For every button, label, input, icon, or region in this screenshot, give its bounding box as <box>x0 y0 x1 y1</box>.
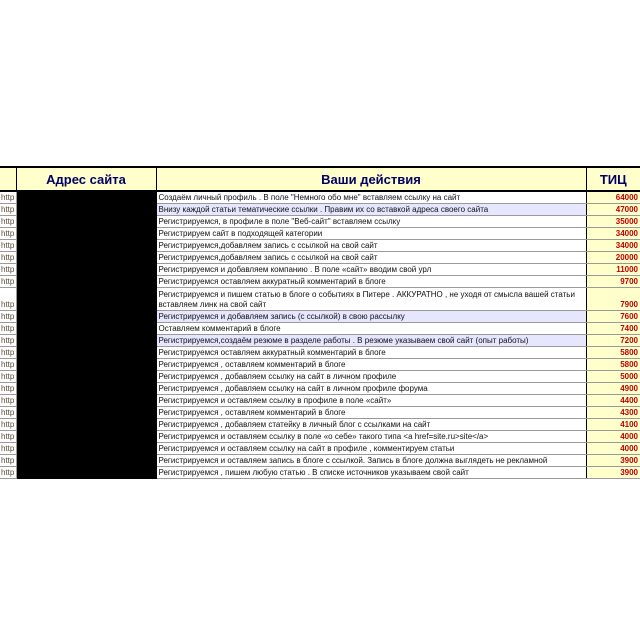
site-address-cell-redacted[interactable] <box>16 443 156 455</box>
url-cell[interactable]: http <box>1 420 15 429</box>
table-row <box>0 191 640 204</box>
tic-value-cell[interactable]: 3900 <box>586 455 640 467</box>
url-cell[interactable]: http <box>1 384 15 393</box>
action-cell[interactable]: Регистрируемся и оставляем ссылку на сайт в профиле , комментируем статьи <box>156 443 586 455</box>
action-cell[interactable]: Создаём личный профиль . В поле "Немного обо мне" вставляем ссылку на сайт <box>156 191 586 204</box>
url-cell[interactable]: http <box>1 229 15 238</box>
tic-value-cell[interactable]: 47000 <box>586 204 640 216</box>
action-cell[interactable]: Регистрируемся и добавляем компанию . В поле «сайт» вводим свой урл <box>156 264 586 276</box>
table-row <box>0 395 640 407</box>
table-row <box>0 228 640 240</box>
site-address-cell-redacted[interactable] <box>16 467 156 479</box>
table-row <box>0 467 640 479</box>
action-cell[interactable]: Регистрируемся , добавляем статейку в личный блог с ссылками на сайт <box>156 419 586 431</box>
table-row <box>0 443 640 455</box>
table-row <box>0 383 640 395</box>
action-cell[interactable]: Регистрируемся, в профиле в поле "Веб-сайт" вставляем ссылку <box>156 216 586 228</box>
tic-value-cell[interactable]: 7900 <box>586 288 640 311</box>
action-cell[interactable]: Регистрируемся,добавляем запись с ссылкой на свой сайт <box>156 252 586 264</box>
url-cell[interactable]: http <box>1 241 15 250</box>
site-address-cell-redacted[interactable] <box>16 407 156 419</box>
url-cell[interactable]: http <box>1 444 15 453</box>
action-cell[interactable]: Регистрируемся , оставляем комментарий в блоге <box>156 407 586 419</box>
action-cell[interactable]: Регистрируем сайт в подходящей категории <box>156 228 586 240</box>
site-address-cell-redacted[interactable] <box>16 383 156 395</box>
action-cell[interactable]: Регистрируемся и оставляем запись в блоге с ссылкой. Запись в блоге должна выглядеть не рекламной <box>156 455 586 467</box>
url-cell[interactable]: http <box>1 205 15 214</box>
url-cell[interactable]: http <box>1 217 15 226</box>
url-cell[interactable]: http <box>1 408 15 417</box>
site-address-cell-redacted[interactable] <box>16 264 156 276</box>
action-cell[interactable]: Оставляем комментарий в блоге <box>156 323 586 335</box>
url-cell[interactable]: http <box>1 432 15 441</box>
site-address-cell-redacted[interactable] <box>16 371 156 383</box>
site-address-cell-redacted[interactable] <box>16 419 156 431</box>
url-cell[interactable]: http <box>1 324 15 333</box>
url-cell[interactable]: http <box>0 288 16 311</box>
table-row <box>0 216 640 228</box>
table-row <box>0 204 640 216</box>
site-address-cell-redacted[interactable] <box>16 240 156 252</box>
table-row <box>0 252 640 264</box>
url-cell[interactable]: http <box>1 348 15 357</box>
action-cell[interactable]: Регистрируемся и оставляем ссылку в поле «о себе» такого типа <a href=site.ru>site</a> <box>156 431 586 443</box>
tic-value-cell[interactable]: 5800 <box>586 347 640 359</box>
table-row <box>0 455 640 467</box>
action-cell[interactable]: Регистрируемся и пишем статью в блоге о событиях в Питере . АККУРАТНО , не уходя от смысла вашей статьи вставляем линк на свой сайт <box>156 288 586 311</box>
tic-value-cell[interactable]: 64000 <box>586 191 640 204</box>
action-cell[interactable]: Регистрируемся , добавляем ссылку на сайт в личном профиле форума <box>156 383 586 395</box>
tic-value-cell[interactable]: 4100 <box>586 419 640 431</box>
action-cell[interactable]: Регистрируемся , пишем любую статью . В списке источников указываем свой сайт <box>156 467 586 479</box>
url-cell[interactable]: http <box>1 312 15 321</box>
table-row <box>0 431 640 443</box>
action-cell[interactable]: Регистрируемся , оставляем комментарий в блоге <box>156 359 586 371</box>
action-cell[interactable]: Регистрируемся,создаём резюме в разделе работы . В резюме указываем свой сайт (опыт работы) <box>156 335 586 347</box>
tic-value-cell[interactable]: 4400 <box>586 395 640 407</box>
tic-value-cell[interactable]: 9700 <box>586 276 640 288</box>
table-row <box>0 335 640 347</box>
action-cell[interactable]: Внизу каждой статьи тематические ссылки . Правим их со вставкой адреса своего сайта <box>156 204 586 216</box>
url-cell[interactable]: http <box>1 253 15 262</box>
table-row <box>0 371 640 383</box>
action-cell[interactable]: Регистрируемся оставляем аккуратный комментарий в блоге <box>156 276 586 288</box>
tic-value-cell[interactable]: 4000 <box>586 431 640 443</box>
tic-value-cell[interactable]: 5000 <box>586 371 640 383</box>
site-address-cell-redacted[interactable] <box>16 252 156 264</box>
tic-value-cell[interactable]: 4300 <box>586 407 640 419</box>
actions-header[interactable]: Ваши действия <box>156 167 586 191</box>
action-cell[interactable]: Регистрируемся , добавляем ссылку на сайт в личном профиле <box>156 371 586 383</box>
tic-value-cell[interactable]: 20000 <box>586 252 640 264</box>
table-row <box>0 347 640 359</box>
site-address-cell-redacted[interactable] <box>16 347 156 359</box>
url-cell[interactable]: http <box>1 277 15 286</box>
tic-value-cell[interactable]: 5800 <box>586 359 640 371</box>
table-row <box>0 359 640 371</box>
url-cell[interactable]: http <box>1 360 15 369</box>
tic-value-cell[interactable]: 4900 <box>586 383 640 395</box>
tic-value-cell[interactable]: 3900 <box>586 467 640 479</box>
table-row <box>0 407 640 419</box>
url-cell[interactable]: http <box>1 396 15 405</box>
action-cell[interactable]: Регистрируемся и оставляем ссылку в профиле в поле «сайт» <box>156 395 586 407</box>
site-address-cell-redacted[interactable] <box>16 335 156 347</box>
table-row <box>0 264 640 276</box>
tic-value-cell[interactable]: 7200 <box>586 335 640 347</box>
tic-value-cell[interactable]: 35000 <box>586 216 640 228</box>
table-row <box>0 311 640 323</box>
site-address-cell-redacted[interactable] <box>16 455 156 467</box>
url-cell[interactable]: http <box>1 265 15 274</box>
table-body <box>0 191 640 479</box>
tic-header[interactable]: ТИЦ <box>586 167 640 191</box>
site-address-cell-redacted[interactable] <box>16 311 156 323</box>
links-spreadsheet <box>0 166 640 479</box>
url-cell[interactable]: http <box>1 336 15 345</box>
site-address-cell-redacted[interactable] <box>16 228 156 240</box>
url-cell[interactable]: http <box>1 456 15 465</box>
site-address-cell-redacted[interactable] <box>16 216 156 228</box>
header-row <box>0 167 640 191</box>
url-cell[interactable]: http <box>1 193 15 202</box>
table-row <box>0 323 640 335</box>
tic-value-cell[interactable]: 4000 <box>586 443 640 455</box>
site-address-cell-redacted[interactable] <box>16 204 156 216</box>
action-cell[interactable]: Регистрируемся и добавляем запись (с ссылкой) в свою рассылку <box>156 311 586 323</box>
table-row <box>0 276 640 288</box>
tic-value-cell[interactable]: 34000 <box>586 228 640 240</box>
tic-value-cell[interactable]: 11000 <box>586 264 640 276</box>
action-cell[interactable]: Регистрируемся,добавляем запись с ссылкой на свой сайт <box>156 240 586 252</box>
site-address-cell-redacted[interactable] <box>16 431 156 443</box>
action-cell[interactable]: Регистрируемся оставляем аккуратный комментарий в блоге <box>156 347 586 359</box>
url-cell[interactable]: http <box>1 468 15 477</box>
site-address-header[interactable]: Адрес сайта <box>16 167 156 191</box>
table-row <box>0 419 640 431</box>
site-address-cell-redacted[interactable] <box>16 359 156 371</box>
url-column-header[interactable] <box>0 167 16 191</box>
site-address-cell-redacted[interactable] <box>16 288 156 311</box>
table-row <box>0 240 640 252</box>
site-address-cell-redacted[interactable] <box>16 191 156 204</box>
table-row <box>0 288 640 311</box>
site-address-cell-redacted[interactable] <box>16 323 156 335</box>
tic-value-cell[interactable]: 7400 <box>586 323 640 335</box>
tic-value-cell[interactable]: 7600 <box>586 311 640 323</box>
tic-value-cell[interactable]: 34000 <box>586 240 640 252</box>
url-cell[interactable]: http <box>1 372 15 381</box>
site-address-cell-redacted[interactable] <box>16 395 156 407</box>
site-address-cell-redacted[interactable] <box>16 276 156 288</box>
